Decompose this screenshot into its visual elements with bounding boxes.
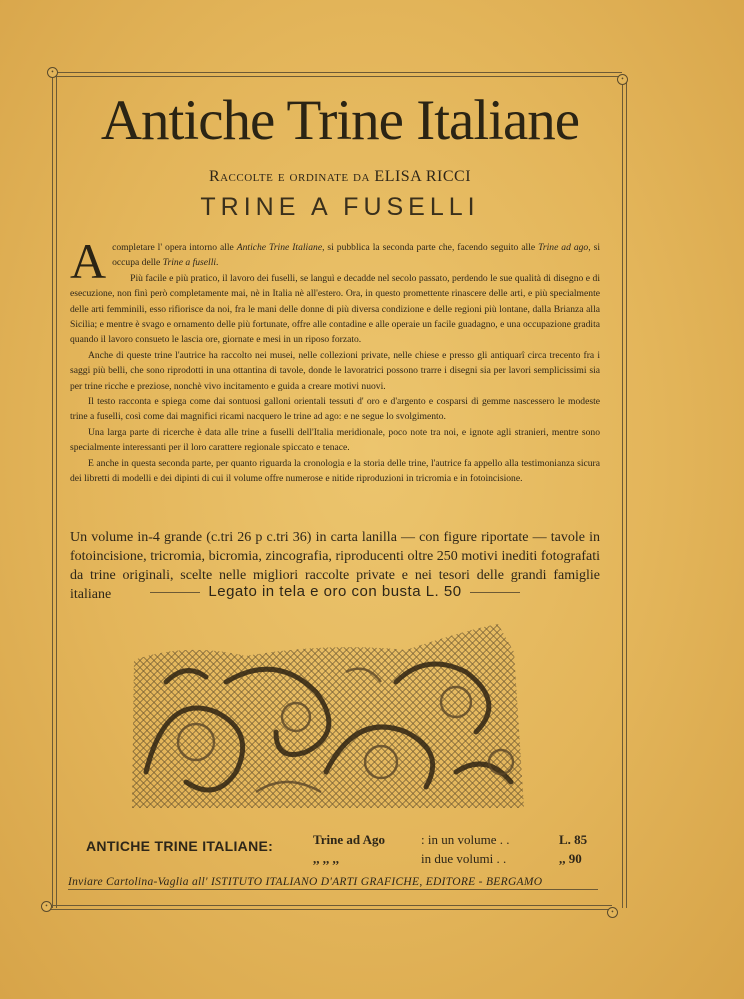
page-title: Antiche Trine Italiane [100,89,580,152]
drop-cap: A [70,233,107,289]
intro-text: , si pubblica la seconda parte che, facendo seguito alle [322,242,539,253]
paragraph-3: Anche di queste trine l'autrice ha raccolto nei musei, nelle collezioni private, nelle chiese e presso gli antiquarî circa trecento fra i saggi più belli, che sono riprodotti in una ottantina di tavole, donde le lavoratrici possono trarre i disegni sia per lavori semplicissimi sia per trine ricche e preziose, nonchè vivo incitamento e guida a creare motivi nuovi. [70,349,600,392]
price-value: L. 85 [559,832,588,847]
corner-ornament-bottom-right: • [607,907,618,918]
price-value: ,, 90 [559,851,582,866]
section-heading: TRINE A FUSELLI [200,193,480,221]
price-item: ,, ,, ,, [313,851,339,866]
price-detail: : in un volume . . [421,832,510,847]
subtitle: Raccolte e ordinate da ELISA RICCI [208,168,472,185]
intro-text: . [216,257,219,269]
intro-emphasis-ago: Trine ad ago [538,242,589,253]
ordering-instructions: Inviare Cartolina-Vaglia all' ISTITUTO ITALIANO D'ARTI GRAFICHE, EDITORE - BERGAMO [68,876,598,890]
volume-description: Un volume in-4 grande (c.tri 26 p c.tri 36) in carta lanilla — con figure riportate — tavole in fotoincisione, tricromia, bicromia, zincografia, riproducenti oltre 250 motivi inediti fotografati da trine originali, scelte nelle migliori raccolte private e nei tesori delle grandi famiglie italiane [70,530,600,602]
divider [470,592,520,593]
paragraph-2: Più facile e più pratico, il lavoro dei fuselli, se languì e decadde nel secolo passato, perdendo le sue qualità di disegno e di esecuzione, non finì però completamente mai, nè in Italia nè all'estero. Ora, in questo promettente rinascere delle arti, e più specialmente delle arti femminili, esso rifiorisce da noi, fra le mani delle donne di più diversa condizione e delle regioni più lontane, dalla Brianza alla Sicilia; e mentre è svago e ornamento delle più fortunate, offre alle contadine e alle operaie un facile guadagno, e una occupazione gradita quando il lavoro consueto le lascia ore, giornate e mesi in un riposo forzato. [70,272,600,346]
paragraph-4: Il testo racconta e spiega come dai sontuosi galloni orientali tessuti d' oro e d'argento e cosparsi di gemme nascessero le modeste trine a fuselli, così come dai magnifici ricami nacquero le trine ad ago: e ne segue lo svolgimento. [70,396,600,423]
paragraph-6: E anche in questa seconda parte, per quanto riguarda la cronologia e la storia delle trine, l'autrice fa appello alla testimonianza sicura dei libretti di modelli e dei dipinti di cui il volume offre numerose e nitide riproduzioni in tricromia e in fotoincisione. [70,457,600,485]
intro-emphasis-fuselli: Trine a fuselli [162,257,217,269]
binding-line [70,583,600,600]
price-item: Trine ad Ago [313,832,385,847]
price-row [313,830,587,849]
paragraph-intro [70,233,600,289]
intro-text: completare l' opera intorno alle [112,242,237,253]
corner-ornament-bottom-left: • [41,901,52,912]
corner-ornament-top-right: • [617,74,628,85]
price-table [313,830,587,868]
intro-text: , si occupa delle [112,242,600,269]
frame-bottom-rule [46,905,612,910]
binding-price: Legato in tela e oro con busta L. 50 [208,583,462,600]
lace-illustration [126,622,530,814]
corner-ornament-top-left: • [47,67,58,78]
body-text [70,233,600,487]
price-row [313,849,587,868]
price-detail: in due volumi . . [421,851,507,866]
footer-title: ANTICHE TRINE ITALIANE: [86,838,274,854]
intro-emphasis-title: Antiche Trine Italiane [236,242,323,253]
divider [150,592,200,593]
lace-illustration-icon [126,622,530,814]
paragraph-5: Una larga parte di ricerche è data alle trine a fuselli dell'Italia meridionale, poco note tra noi, e ignote agli stranieri, mentre sono specialmente interessanti per il loro carattere regionale spiccato e tenace. [70,426,600,454]
frame-top-rule [52,72,622,77]
